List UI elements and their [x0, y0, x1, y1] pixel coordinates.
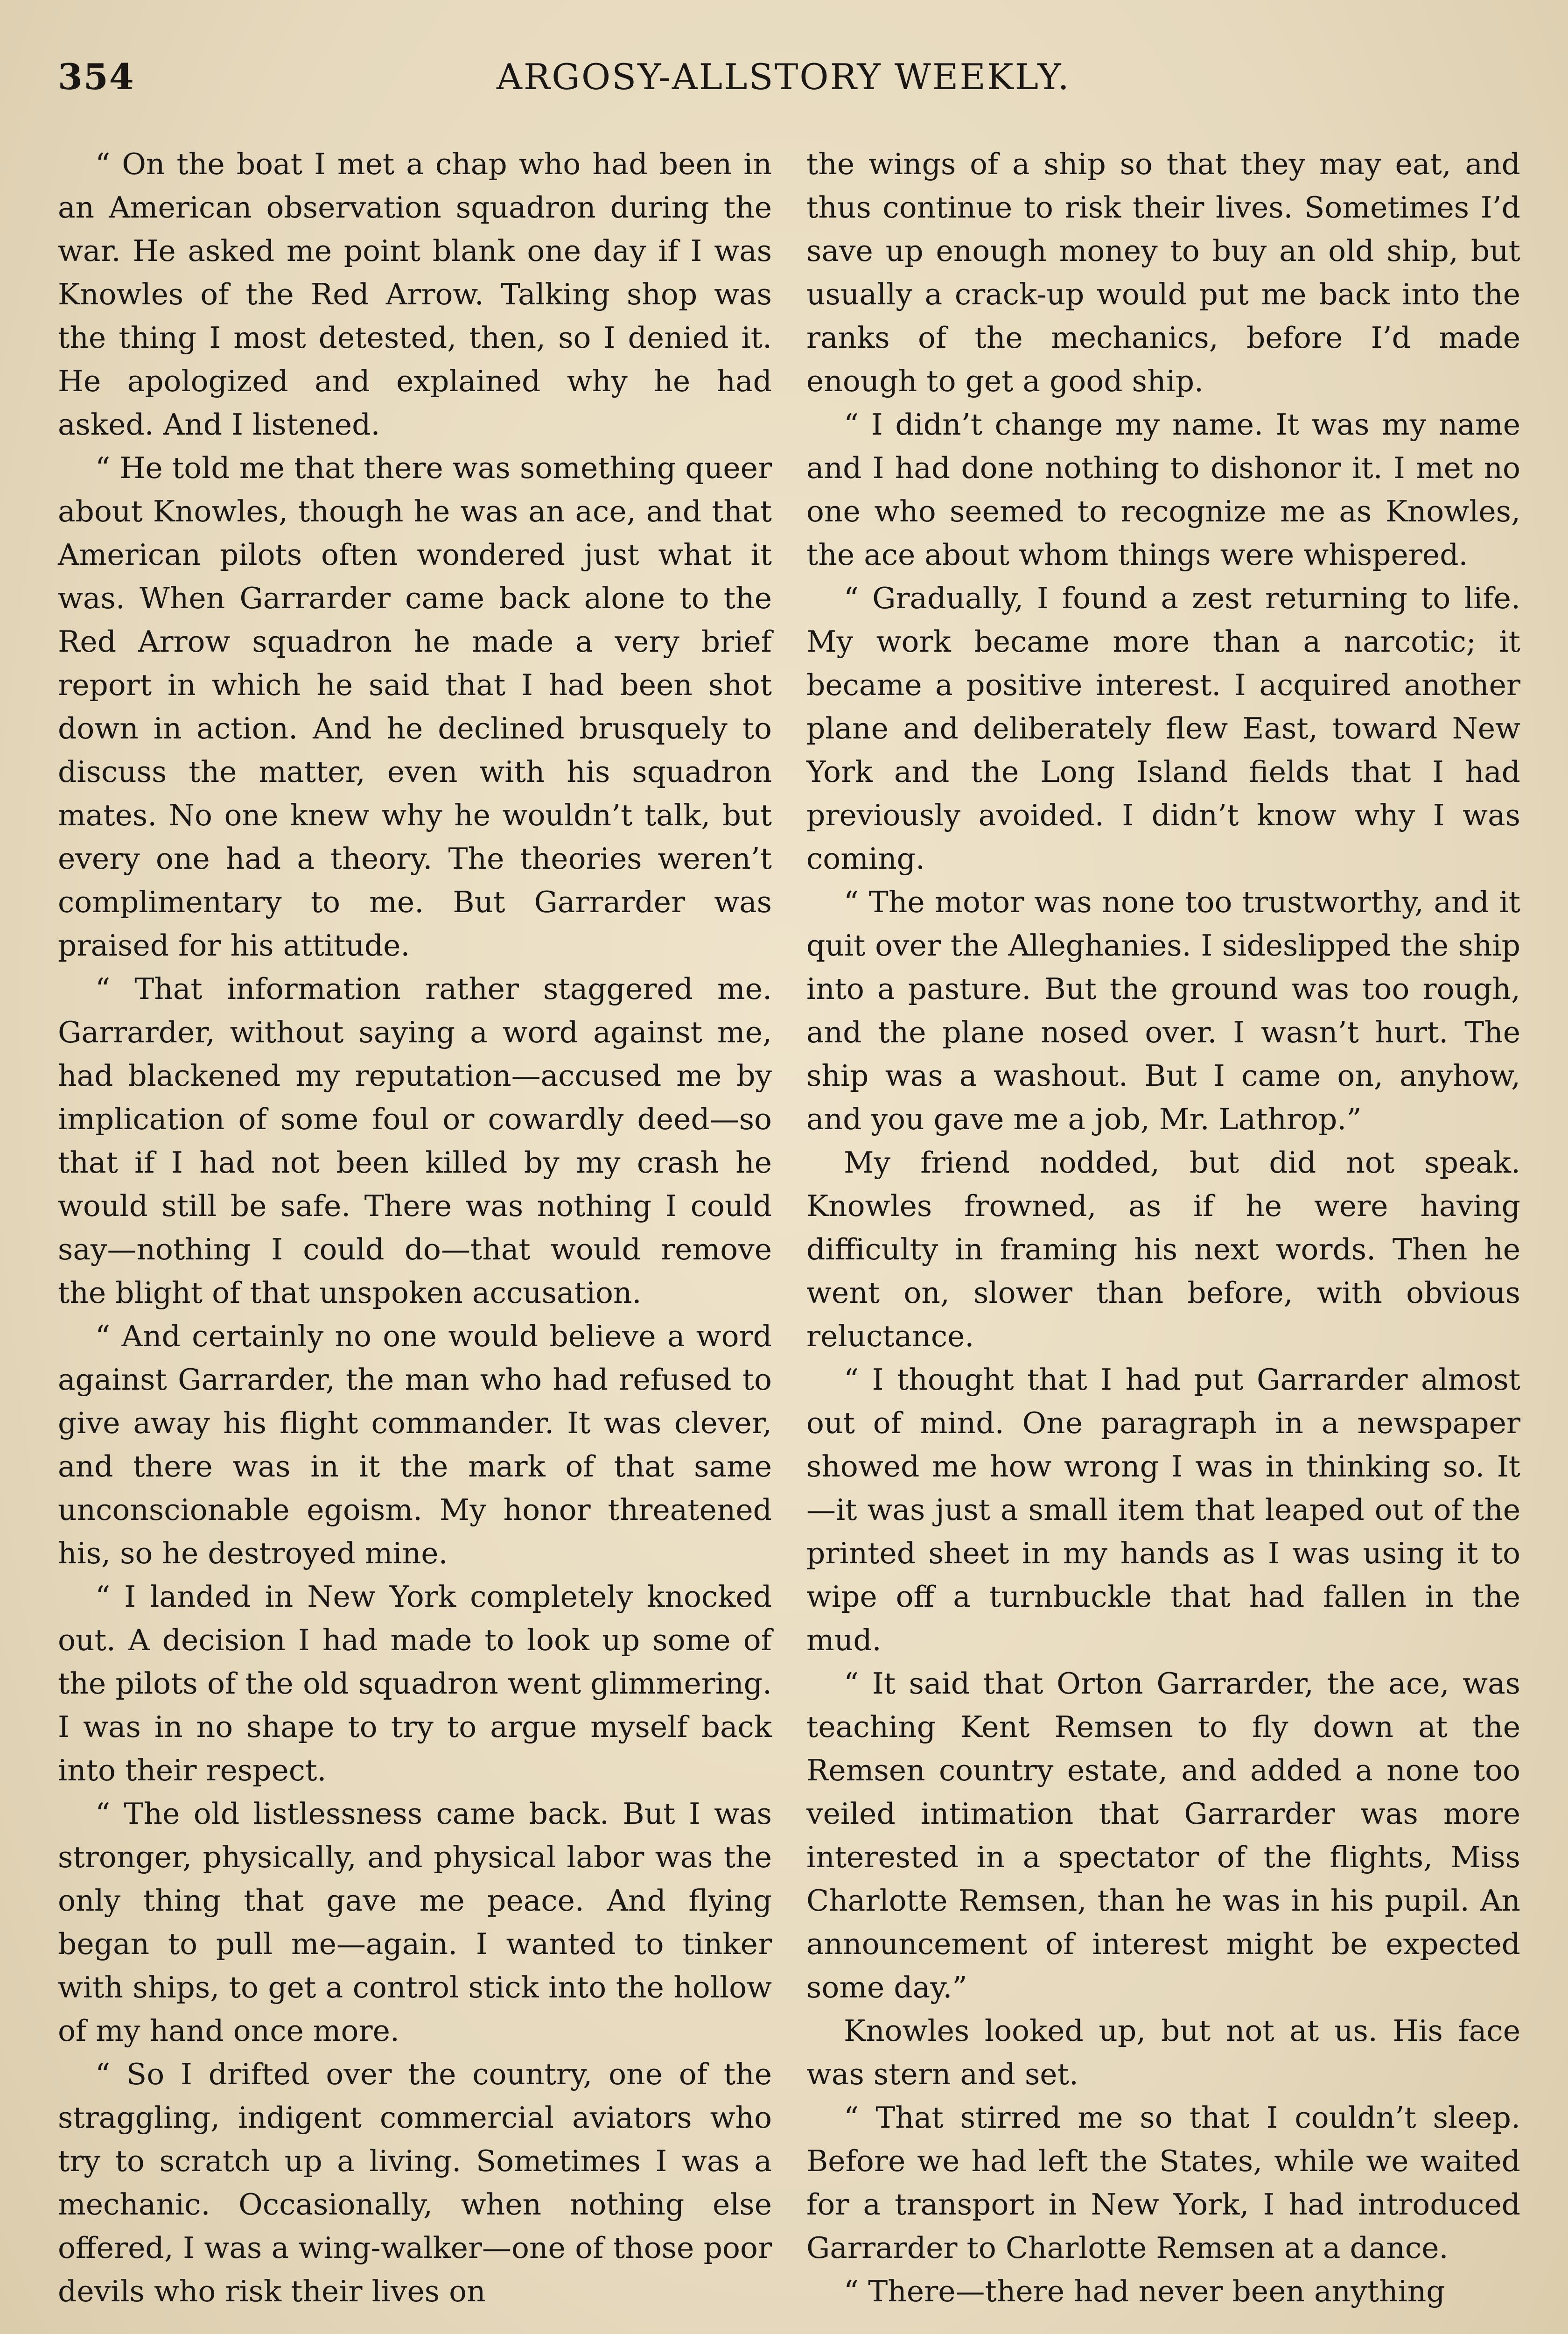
paragraph: “ It said that Orton Garrarder, the ace, was teaching Kent Remsen to fly down at the Remsen country estate, and added a none too veiled intimation that Garrarder was more interested in a spectator of the flights, Miss Charlotte Remsen, than he was in his pupil. An announcement of interest might be expected some day.” [806, 1666, 1520, 2004]
left-column [58, 142, 772, 2313]
right-column [806, 142, 1520, 2313]
paragraph: “ The motor was none too trustworthy, and it quit over the Alleghanies. I sideslipped the ship into a pasture. But the ground was too rough, and the plane nosed over. I wasn’t hurt. The ship was a washout. But I came on, anyhow, and you gave me a job, Mr. Lathrop.” [806, 885, 1520, 1136]
paragraph: “ He told me that there was something queer about Knowles, though he was an ace, and that American pilots often wondered just what it was. When Garrarder came back alone to the Red Arrow squadron he made a very brief report in which he said that I had been shot down in action. And he declined brusquely to discuss the matter, even with his squadron mates. No one knew why he wouldn’t talk, but every one had a theory. The theories weren’t complimentary to me. But Garrarder was praised for his attitude. [58, 451, 772, 963]
page-number: 354 [58, 56, 135, 98]
paragraph: “ I landed in New York completely knocked out. A decision I had made to look up some of the pilots of the old squadron went glimmering. I was in no shape to try to argue myself back into their respect. [58, 1580, 772, 1787]
paragraph: “ I didn’t change my name. It was my name and I had done nothing to dishonor it. I met no one who seemed to recognize me as Knowles, the ace about whom things were whispered. [806, 408, 1520, 572]
running-title: ARGOSY-ALLSTORY WEEKLY. [497, 56, 1071, 98]
paragraph: My friend nodded, but did not speak. Knowles frowned, as if he were having difficulty in framing his next words. Then he went on, slower than before, with obvious reluctance. [806, 1146, 1520, 1353]
paragraph: “ I thought that I had put Garrarder almost out of mind. One paragraph in a newspaper showed me how wrong I was in thinking so. It—it was just a small item that leaped out of the printed sheet in my hands as I was using it to wipe off a turnbuckle that had fallen in the mud. [806, 1363, 1520, 1657]
paragraph: “ That information rather staggered me. Garrarder, without saying a word against me, had blackened my reputation—accused me by implication of some foul or cowardly deed—so that if I had not been killed by my crash he would still be safe. There was nothing I could say—nothing I could do—that would remove the blight of that unspoken accusation. [58, 972, 772, 1310]
paragraph: “ Gradually, I found a zest returning to life. My work became more than a narcotic; it became a positive interest. I acquired another plane and deliberately flew East, toward New York and the Long Island fields that I had previously avoided. I didn’t know why I was coming. [806, 581, 1520, 876]
paragraph: “ The old listlessness came back. But I was stronger, physically, and physical labor was the only thing that gave me peace. And flying began to pull me—again. I wanted to tinker with ships, to get a control stick into the hollow of my hand once more. [58, 1797, 772, 2048]
paragraph: “ That stirred me so that I couldn’t sleep. Before we had left the States, while we waited for a transport in New York, I had introduced Garrarder to Charlotte Remsen at a dance. [806, 2101, 1520, 2265]
paragraph: Knowles looked up, but not at us. His face was stern and set. [806, 2014, 1520, 2091]
paragraph: “ So I drifted over the country, one of the straggling, indigent commercial aviators who try to scratch up a living. Sometimes I was a mechanic. Occasionally, when nothing else offered, I was a wing-walker—one of those poor devils who risk their lives on [58, 2057, 772, 2308]
paragraph-continued: the wings of a ship so that they may eat, and thus continue to risk their lives. Sometimes I’d save up enough money to buy an old ship, but usually a crack-up would put me back into the ranks of the mechanics, before I’d made enough to get a good ship. [806, 147, 1520, 398]
paragraph: “ And certainly no one would believe a word against Garrarder, the man who had refused to give away his flight commander. It was clever, and there was in it the mark of that same unconscionable egoism. My honor threatened his, so he destroyed mine. [58, 1319, 772, 1570]
page-header [58, 56, 1510, 112]
paragraph: “ On the boat I met a chap who had been in an American observation squadron during the war. He asked me point blank one day if I was Knowles of the Red Arrow. Talking shop was the thing I most detested, then, so I denied it. He apologized and explained why he had asked. And I listened. [58, 147, 772, 442]
paragraph: “ There—there had never been anything [844, 2274, 1445, 2308]
